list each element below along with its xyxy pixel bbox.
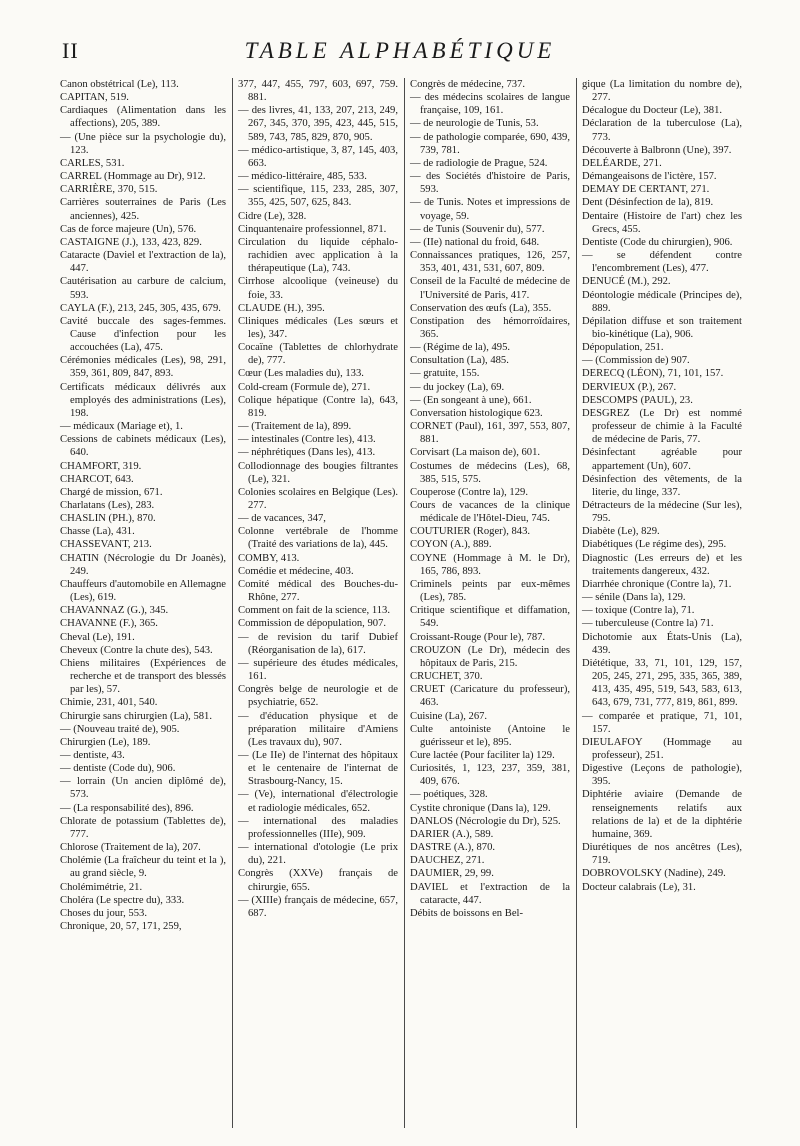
index-entry: CHAMFORT, 319. [60,460,142,472]
index-entry: Canon obstétrical (Le), 113. [60,79,179,90]
index-entry: Collodionnage des bougies filtrantes (Le), 321. [238,460,398,485]
index-entry: COYNE (Hommage à M. le Dr), 165, 786, 893. [410,552,570,577]
index-entry: — (IIe) national du froid, 648. [410,236,540,248]
index-entry: — se défendent contre l'encombrement (Les), 477. [582,250,742,275]
index-column [576,78,748,1128]
index-entry: DAUCHEZ, 271. [410,855,485,867]
index-entry: Chiens militaires (Expériences de recherche et de transport des blessés par les), 57. [60,657,226,696]
index-entry: CORNET (Paul), 161, 397, 553, 807, 881. [410,421,570,446]
index-entry: Cure lactée (Pour faciliter la) 129. [410,749,555,761]
index-entry: — (XIIIe) français de médecine, 657, 687. [238,894,398,919]
index-entry: Diphtérie aviaire (Demande de renseignements relatifs aux relations de la) et de la diphtérie humaine, 369. [582,789,742,840]
index-entry: Comment on fait de la science, 113. [238,605,390,617]
index-entry: — (Une pièce sur la psychologie du), 123. [60,131,226,156]
index-entry: — de pathologie comparée, 690, 439, 739, 781. [410,131,570,156]
index-entry: DERVIEUX (P.), 267. [582,381,677,393]
index-entry: DOBROVOLSKY (Nadine), 249. [582,868,726,880]
index-entry: Désinfectant agréable pour appartement (Un), 607. [582,447,742,472]
index-entry: Diarrhée chronique (Contre la), 71. [582,578,732,590]
index-entry: — des médecins scolaires de langue française, 109, 161. [410,92,570,117]
index-entry: Cocaïne (Tablettes de chlorhydrate de), 777. [238,342,398,367]
index-entry: Cérémonies médicales (Les), 98, 291, 359, 361, 809, 847, 893. [60,355,226,380]
index-columns [60,78,750,1128]
index-entry: — supérieure des études médicales, 161. [238,657,398,683]
index-entry: DASTRE (A.), 870. [410,842,496,854]
index-entry: — néphrétiques (Dans les), 413. [238,447,376,459]
index-entry: Cholémie (La fraîcheur du teint et la ), au grand siècle, 9. [60,855,226,880]
index-entry: — médico-artistique, 3, 87, 145, 403, 663. [238,144,398,169]
index-entry: Cours de vacances de la clinique médicale de l'Hôtel-Dieu, 745. [410,500,570,525]
index-entry: Dépilation diffuse et son traitement bio-kinétique (La), 906. [582,315,742,340]
index-entry: Cataracte (Daviel et l'extraction de la), 447. [60,250,226,275]
index-entry: CHAVANNE (F.), 365. [60,618,158,630]
index-entry: Diurétiques de nos ancêtres (Les), 719. [582,842,742,867]
index-column [404,78,576,1128]
index-entry: — médico-littéraire, 485, 533. [238,171,367,183]
index-entry: DENUCÉ (M.), 292. [582,276,671,288]
index-entry: CASTAIGNE (J.), 133, 423, 829. [60,236,202,248]
index-entry: Cessions de cabinets médicaux (Les), 640. [60,434,226,459]
index-entry: Critique scientifique et diffamation, 549. [410,605,570,630]
index-entry: — des Sociétés d'histoire de Paris, 593. [410,171,570,196]
index-entry: Chlorate de potassium (Tablettes de), 777. [60,815,226,840]
index-entry: — (Traitement de la), 899. [238,421,352,433]
index-entry: Congrès belge de neurologie et de psychiatrie, 652. [238,684,398,709]
index-entry: CRUET (Caricature du professeur), 463. [410,684,570,709]
index-entry: Croissant-Rouge (Pour le), 787. [410,631,546,643]
index-entry: Cystite chronique (Dans la), 129. [410,802,551,814]
index-entry: — de Tunis. Notes et impressions de voyage, 59. [410,197,570,222]
index-entry: COYON (A.), 889. [410,539,492,551]
index-entry: — des livres, 41, 133, 207, 213, 249, 267, 345, 370, 395, 423, 445, 515, 589, 743, 785, 829, 870, 905. [238,105,398,143]
index-entry: Dépopulation, 251. [582,342,664,354]
index-entry: Cautérisation au carbure de calcium, 593. [60,276,226,301]
index-entry: DESGREZ (Le Dr) est nommé professeur de chimie à la Faculté de médecine de Paris, 77. [582,407,742,446]
index-column [232,78,404,1128]
index-entry: DELÉARDE, 271. [582,157,662,169]
index-entry: Consultation (La), 485. [410,355,509,367]
index-entry: DAVIEL et l'extraction de la cataracte, 447. [410,881,570,906]
index-entry: — de revision du tarif Dubief (Réorganisation de la), 617. [238,631,398,656]
index-entry: — intestinales (Contre les), 413. [238,434,376,446]
index-entry: Circulation du liquide céphalo-rachidien avec application à la thérapeutique (La), 743. [238,236,398,275]
index-entry: Colonies scolaires en Belgique (Les). 277. [238,486,398,511]
index-entry: — médicaux (Mariage et), 1. [60,421,183,433]
page-number: II [62,38,79,63]
index-entry: — lorrain (Un ancien diplômé de), 573. [60,776,226,801]
index-entry: Constipation des hémorroïdaires, 365. [410,315,570,340]
index-entry: Chirurgie sans chirurgien (La), 581. [60,710,213,722]
index-entry: Décalogue du Docteur (Le), 381. [582,105,723,117]
index-entry: Détracteurs de la médecine (Sur les), 795. [582,500,742,525]
index-entry: Dent (Désinfection de la), 819. [582,197,714,209]
index-entry: CHATIN (Nécrologie du Dr Joanès), 249. [60,552,226,577]
index-entry: CHASSEVANT, 213. [60,539,152,551]
index-entry: Dentaire (Histoire de l'art) chez les Grecs, 455. [582,210,742,235]
index-entry: DERECQ (LÉON), 71, 101, 157. [582,368,724,380]
index-entry: CLAUDE (H.), 395. [238,302,325,314]
index-entry: — (Le IIe) de l'internat des hôpitaux et le centenaire de l'internat de Strasbourg-Nancy, 15. [238,749,398,788]
index-entry: Diabète (Le), 829. [582,526,660,538]
index-entry: Costumes de médecins (Les), 68, 385, 515, 575. [410,460,570,485]
index-entry: Digestive (Leçons de pathologie), 395. [582,763,742,788]
index-entry: gique (La limitation du nombre de), 277. [582,79,742,104]
index-entry: Déontologie médicale (Principes de), 889. [582,289,742,314]
index-entry: Congrès de médecine, 737. [410,79,526,90]
index-entry: Chimie, 231, 401, 540. [60,697,158,709]
index-entry: — (Ve), international d'électrologie et radiologie médicales, 652. [238,789,398,814]
index-entry: Comédie et médecine, 403. [238,565,354,577]
index-entry: — international des maladies professionnelles (IIIe), 909. [238,815,398,840]
index-entry: Conversation histologique 623. [410,407,543,419]
index-entry: DIEULAFOY (Hommage au professeur), 251. [582,736,742,761]
index-entry: Diagnostic (Les erreurs de) et les traitements dangereux, 432. [582,552,742,577]
index-entry: CAPITAN, 519. [60,92,129,104]
index-entry: Diététique, 33, 71, 101, 129, 157, 205, 245, 271, 295, 335, 365, 389, 413, 435, 495, 519, 543, 583, 613, 643, 679, 731, 777, 819, 861, 899. [582,657,742,709]
index-entry: Cholémimétrie, 21. [60,881,143,893]
index-entry: — poétiques, 328. [410,789,488,801]
index-entry: — du jockey (La), 69. [410,381,505,393]
index-entry: CARLES, 531. [60,157,125,169]
index-entry: Cliniques médicales (Les sœurs et les), 347. [238,315,398,340]
index-entry: Déclaration de la tuberculose (La), 773. [582,118,742,143]
index-entry: DARIER (A.), 589. [410,828,494,840]
index-entry: Culte antoiniste (Antoine le guérisseur et le), 895. [410,723,570,748]
index-entry: — (La responsabilité des), 896. [60,802,194,814]
index-entry: Démangeaisons de l'ictère, 157. [582,171,717,183]
index-entry: Cœur (Les maladies du), 133. [238,368,364,380]
index-entry: Diabétiques (Le régime des), 295. [582,539,727,551]
index-entry: CAYLA (F.), 213, 245, 305, 435, 679. [60,302,221,314]
index-entry: CARREL (Hommage au Dr), 912. [60,171,206,183]
index-entry: Chirurgien (Le), 189. [60,736,151,748]
index-entry: Certificats médicaux délivrés aux employés des administrations (Les), 198. [60,381,226,419]
index-entry: Charlatans (Les), 283. [60,500,155,511]
index-entry: CRUCHET, 370. [410,671,483,683]
index-entry: Criminels peints par eux-mêmes (Les), 785. [410,578,570,604]
index-entry: Dentiste (Code du chirurgien), 906. [582,236,733,248]
index-entry: — scientifique, 115, 233, 285, 307, 355, 425, 507, 625, 843. [238,184,398,209]
index-entry: — (En songeant à une), 661. [410,394,532,406]
index-entry: — de neurologie de Tunis, 53. [410,118,539,130]
index-entry: — toxique (Contre la), 71. [582,605,695,617]
index-entry: Comité médical des Bouches-du-Rhône, 277. [238,578,398,604]
index-entry: — dentiste (Code du), 906. [60,763,176,775]
index-entry: Congrès (XXVe) français de chirurgie, 655. [238,868,398,893]
index-entry: Cidre (Le), 328. [238,210,307,222]
index-entry: DESCOMPS (PAUL), 23. [582,394,693,406]
index-entry: — (Commission de) 907. [582,355,690,367]
index-entry: Cinquantenaire professionnel, 871. [238,223,387,235]
index-entry: COUTURIER (Roger), 843. [410,526,531,538]
index-entry: Cirrhose alcoolique (veineuse) du foie, 33. [238,276,398,301]
index-entry: — (Régime de la), 495. [410,342,511,354]
index-entry: Connaissances pratiques, 126, 257, 353, 401, 431, 531, 607, 809. [410,250,570,275]
index-entry: — de Tunis (Souvenir du), 577. [410,223,545,235]
index-entry: Corvisart (La maison de), 601. [410,447,541,459]
index-entry: — de radiologie de Prague, 524. [410,157,548,169]
index-entry: CHASLIN (PH.), 870. [60,513,156,525]
index-entry: Débits de boissons en Bel- [410,907,523,919]
index-entry: Curiosités, 1, 123, 237, 359, 381, 409, 676. [410,763,570,788]
index-entry: COMBY, 413. [238,552,300,564]
index-entry: Dichotomie aux États-Unis (La), 439. [582,631,742,656]
index-entry: Colonne vertébrale de l'homme (Traité des variations de la), 445. [238,526,398,551]
index-entry: Cuisine (La), 267. [410,710,488,722]
index-entry: Carrières souterraines de Paris (Les anciennes), 425. [60,197,226,222]
index-column [60,78,232,1128]
index-entry: — tuberculeuse (Contre la) 71. [582,618,714,630]
index-entry: Commission de dépopulation, 907. [238,618,387,630]
index-entry: Cold-cream (Formule de), 271. [238,381,371,393]
index-entry: CHARCOT, 643. [60,473,134,485]
index-entry: Docteur calabrais (Le), 31. [582,881,696,893]
index-entry: Cheveux (Contre la chute des), 543. [60,644,213,656]
index-entry: Cas de force majeure (Un), 576. [60,223,197,235]
index-entry: — comparée et pratique, 71, 101, 157. [582,710,742,735]
index-entry: — d'éducation physique et de préparation militaire d'Amiens (Les travaux du), 907. [238,710,398,748]
index-entry: Choses du jour, 553. [60,907,147,919]
index-entry: — de vacances, 347, [238,513,326,525]
index-entry: Chlorose (Traitement de la), 207. [60,842,201,854]
index-entry: Découverte à Balbronn (Une), 397. [582,144,732,156]
index-entry: DEMAY DE CERTANT, 271. [582,184,710,196]
index-entry: CROUZON (Le Dr), médecin des hôpitaux de Paris, 215. [410,644,570,669]
index-entry: CARRIÈRE, 370, 515. [60,184,158,196]
index-entry: — dentiste, 43. [60,749,125,761]
index-entry: Cardiaques (Alimentation dans les affections), 205, 389. [60,105,226,130]
index-entry: CHAVANNAZ (G.), 345. [60,605,169,617]
index-entry: Chasse (La), 431. [60,526,135,538]
index-entry: DAUMIER, 29, 99. [410,868,494,880]
index-entry: Conservation des œufs (La), 355. [410,302,552,314]
index-entry: DANLOS (Nécrologie du Dr), 525. [410,815,561,827]
index-entry: Désinfection des vêtements, de la literie, du linge, 337. [582,473,742,498]
index-entry: Cavité buccale des sages-femmes. Cause d'infection pour les accouchées (La), 475. [60,315,226,354]
index-entry: — international d'otologie (Le prix du), 221. [238,842,398,867]
index-entry: Chauffeurs d'automobile en Allemagne (Les), 619. [60,578,226,604]
index-entry: Chargé de mission, 671. [60,486,163,498]
page-title: TABLE ALPHABÉTIQUE [244,38,556,63]
index-entry: — sénile (Dans la), 129. [582,592,686,604]
index-entry: Conseil de la Faculté de médecine de l'Université de Paris, 417. [410,276,570,301]
index-entry: — (Nouveau traité de), 905. [60,723,180,735]
index-entry: 377, 447, 455, 797, 603, 697, 759. 881. [238,79,398,104]
index-entry: Cheval (Le), 191. [60,631,135,643]
index-entry: Couperose (Contre la), 129. [410,486,528,498]
index-entry: Choléra (Le spectre du), 333. [60,894,185,906]
index-entry: Chronique, 20, 57, 171, 259, [60,921,182,932]
index-entry: Colique hépatique (Contre la), 643, 819. [238,394,398,419]
index-entry: — gratuite, 155. [410,368,480,380]
